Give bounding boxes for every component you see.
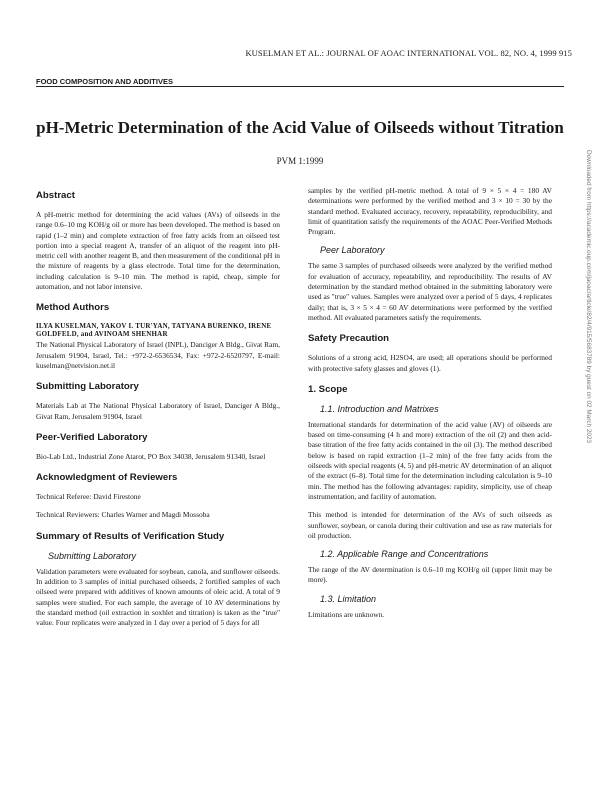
intro-text: International standards for determination of the acid value (AV) of oilseeds are based on time-consuming (4 h and more) extraction of the oil (2) and then acid-base titration of the free fatty acids contained in the oil (3). The method described below is based on rapid extraction (1–2 min) of the free fatty acids from the oilseeds with special reagents (4, 5) and pH-metric AV determination of an aliquot of the extract (6–8). Total time for the determination including calculation is 9–10 min. The method has the following advantages: rapidity, simplicity, use of cheap instrumentation, and facility of automation. <box>308 419 552 501</box>
summary-heading: Summary of Results of Verification Study <box>36 530 225 542</box>
tech-referee: Technical Referee: David Firestone <box>36 492 141 502</box>
pvm-number: PVM 1:1999 <box>276 156 324 166</box>
submitting-lab-text: Materials Lab at The National Physical Laboratory of Israel, Danciger A Bldg., Givat Ram, Jerusalem 91904, Israel <box>36 401 280 421</box>
range-subheading: 1.2. Applicable Range and Concentrations <box>320 549 489 560</box>
intro-subheading: 1.1. Introduction and Matrixes <box>320 403 439 414</box>
affiliation: The National Physical Laboratory of Israel (INPL), Danciger A Bldg., Givat Ram, Jerusalem 91904, Israel, Tel.: +972-2-6536534, Fax: +972-2-6520797, E-mail: kuselman@netvision.net.il <box>36 340 280 370</box>
submitting-lab-heading: Submitting Laboratory <box>36 381 139 393</box>
intended-text: This method is intended for determination of the AVs of such oilseeds as sunflower, soybean, or canola during their cultivation and use as raw materials for oil production. <box>308 510 552 540</box>
section-label: FOOD COMPOSITION AND ADDITIVES <box>36 77 173 86</box>
summary-text: Validation parameters were evaluated for soybean, canola, and sunflower oilseeds. In addition to 3 samples of initial purchased oilseeds, 2 fortified samples of each oilseed were prepared with additives of known amounts of oleic acid. A total of 9 samples were studied. For each sample, the average of 10 AV determinations by the standard method (oil extraction in soxhlet and titration) is taken as the "true" value. Four replicates were analyzed in 1 day over a period of 5 days for all <box>36 566 280 628</box>
peer-lab-text: Bio-Lab Ltd., Industrial Zone Atarot, PO Box 34038, Jerusalem 91340, Israel <box>36 451 266 461</box>
ack-heading: Acknowledgment of Reviewers <box>36 472 178 484</box>
peer-lab-subheading: Peer Laboratory <box>320 245 385 256</box>
method-authors-heading: Method Authors <box>36 302 110 314</box>
continued-text: samples by the verified pH-metric method. A total of 9 × 5 × 4 = 180 AV determinations were performed by the verified method and 3 × 10 = 30 by the standard method. Evaluated accuracy, recovery, repeatability, reproducibility, and limit of quantitation satisfy the requirements of the AOAC Peer-Verified Methods Program. <box>308 186 552 237</box>
peer-lab-text-right: The same 3 samples of purchased oilseeds were analyzed by the verified method for evaluation of accuracy, repeatability, and reproducibility. The results of AV determination by the standard method obtained in the submitting laboratory were used as "true" values. Samples were analyzed over a period of 5 days, 4 replicates daily; that is, 3 × 5 × 4 = 60 AV determinations were performed by the verified method. All evaluated parameters satisfy the requirements. <box>308 261 552 322</box>
download-watermark: Downloaded from https://academic.oup.com/jaoac/article/82/4/915/5683789 by guest on 02 March 2023 <box>585 150 592 444</box>
limitation-text: Limitations are unknown. <box>308 609 385 619</box>
submitting-lab-subheading: Submitting Laboratory <box>48 550 137 561</box>
running-head: KUSELMAN ET AL.: JOURNAL OF AOAC INTERNATIONAL VOL. 82, NO. 4, 1999 915 <box>245 48 572 58</box>
paper-title: pH-Metric Determination of the Acid Value of Oilseeds without Titration <box>36 118 564 137</box>
right-column <box>308 186 552 628</box>
authors: ILYA KUSELMAN, YAKOV I. TUR'YAN, TATYANA BURENKO, IRENE GOLDFELD, and AVINOAM SHENHAR <box>36 322 272 339</box>
limitation-subheading: 1.3. Limitation <box>320 593 377 604</box>
abstract-text: A pH-metric method for determining the acid values (AVs) of oilseeds in the range 0.6–10 mg KOH/g oil or more has been developed. The method is based on rapid (1–2 min) and complete extraction of free fatty acids from an oilseed test portion into a special reagent A, transfer of an aliquot of the reagent into pH-metric cell with another reagent B, and then measurement of the conditional pH in the mixture of reagents by a glass electrode. Total time for the determination, including calculation is 9–10 min. The method is rapid, cheap, simple for automation, and not labor intensive. <box>36 210 280 292</box>
peer-lab-heading: Peer-Verified Laboratory <box>36 431 148 443</box>
range-text: The range of the AV determination is 0.6–10 mg KOH/g oil (upper limit may be more). <box>308 565 552 585</box>
scope-heading: 1. Scope <box>308 383 348 395</box>
safety-text: Solutions of a strong acid, H2SO4, are used; all operations should be performed with protective safety glasses and gloves (1). <box>308 353 552 373</box>
left-column <box>36 186 280 637</box>
tech-reviewers: Technical Reviewers: Charles Warner and Magdi Mossoba <box>36 510 210 520</box>
abstract-heading: Abstract <box>36 190 75 201</box>
safety-heading: Safety Precaution <box>308 333 390 345</box>
header-rule <box>36 86 564 87</box>
